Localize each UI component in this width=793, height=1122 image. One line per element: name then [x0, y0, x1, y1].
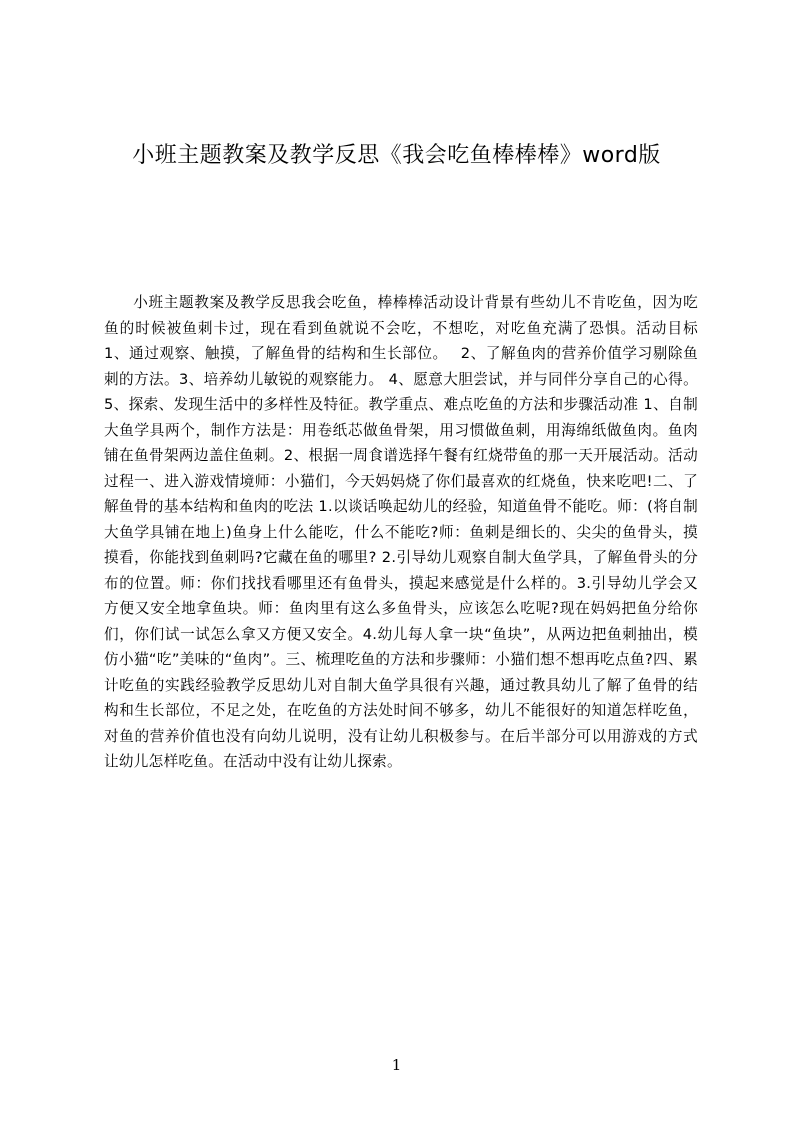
document-title: 小班主题教案及教学反思《我会吃鱼棒棒棒》word版 [132, 143, 661, 168]
document-body-paragraph: 小班主题教案及教学反思我会吃鱼，棒棒棒活动设计背景有些幼儿不肯吃鱼，因为吃鱼的时候被鱼刺卡过，现在看到鱼就说不会吃，不想吃，对吃鱼充满了恐惧。活动目标 1、通过观察、触摸，了解鱼骨的结构和生长部位。 2、了解鱼肉的营养价值学习剔除鱼刺的方法。3、培养幼儿敏锐的观察能力。 4、愿意大胆尝试，并与同伴分享自己的心得。5、探索、发现生活中的多样性及特征。教学重点、难点吃鱼的方法和步骤活动准 1、自制大鱼学具两个，制作方法是：用卷纸芯做鱼骨架，用习惯做鱼刺，用海绵纸做鱼肉。鱼肉铺在鱼骨架两边盖住鱼刺。2、根据一周食谱选择午餐有红烧带鱼的那一天开展活动。活动过程一、进入游戏情境师：小猫们，今天妈妈烧了你们最喜欢的红烧鱼，快来吃吧!二、了解鱼骨的基本结构和鱼肉的吃法 1.以谈话唤起幼儿的经验，知道鱼骨不能吃。师：(将自制大鱼学具铺在地上)鱼身上什么能吃，什么不能吃?师：鱼刺是细长的、尖尖的鱼骨头，摸摸看，你能找到鱼刺吗?它藏在鱼的哪里? 2.引导幼儿观察自制大鱼学具，了解鱼骨头的分布的位置。师：你们找找看哪里还有鱼骨头，摸起来感觉是什么样的。3.引导幼儿学会又方便又安全地拿鱼块。师：鱼肉里有这么多鱼骨头，应该怎么吃呢?现在妈妈把鱼分给你们，你们试一试怎么拿又方便又安全。4.幼儿每人拿一块“鱼块”，从两边把鱼刺抽出，模仿小猫“吃”美味的“鱼肉”。三、梳理吃鱼的方法和步骤师：小猫们想不想再吃点鱼?四、累计吃鱼的实践经验教学反思幼儿对自制大鱼学具很有兴趣，通过教具幼儿了解了鱼骨的结构和生长部位，不足之处，在吃鱼的方法处时间不够多，幼儿不能很好的知道怎样吃鱼，对鱼的营养价值也没有向幼儿说明，没有让幼儿积极参与。在后半部分可以用游戏的方式让幼儿怎样吃鱼。在活动中没有让幼儿探索。 [104, 294, 698, 770]
page-number: 1 [391, 1056, 402, 1074]
